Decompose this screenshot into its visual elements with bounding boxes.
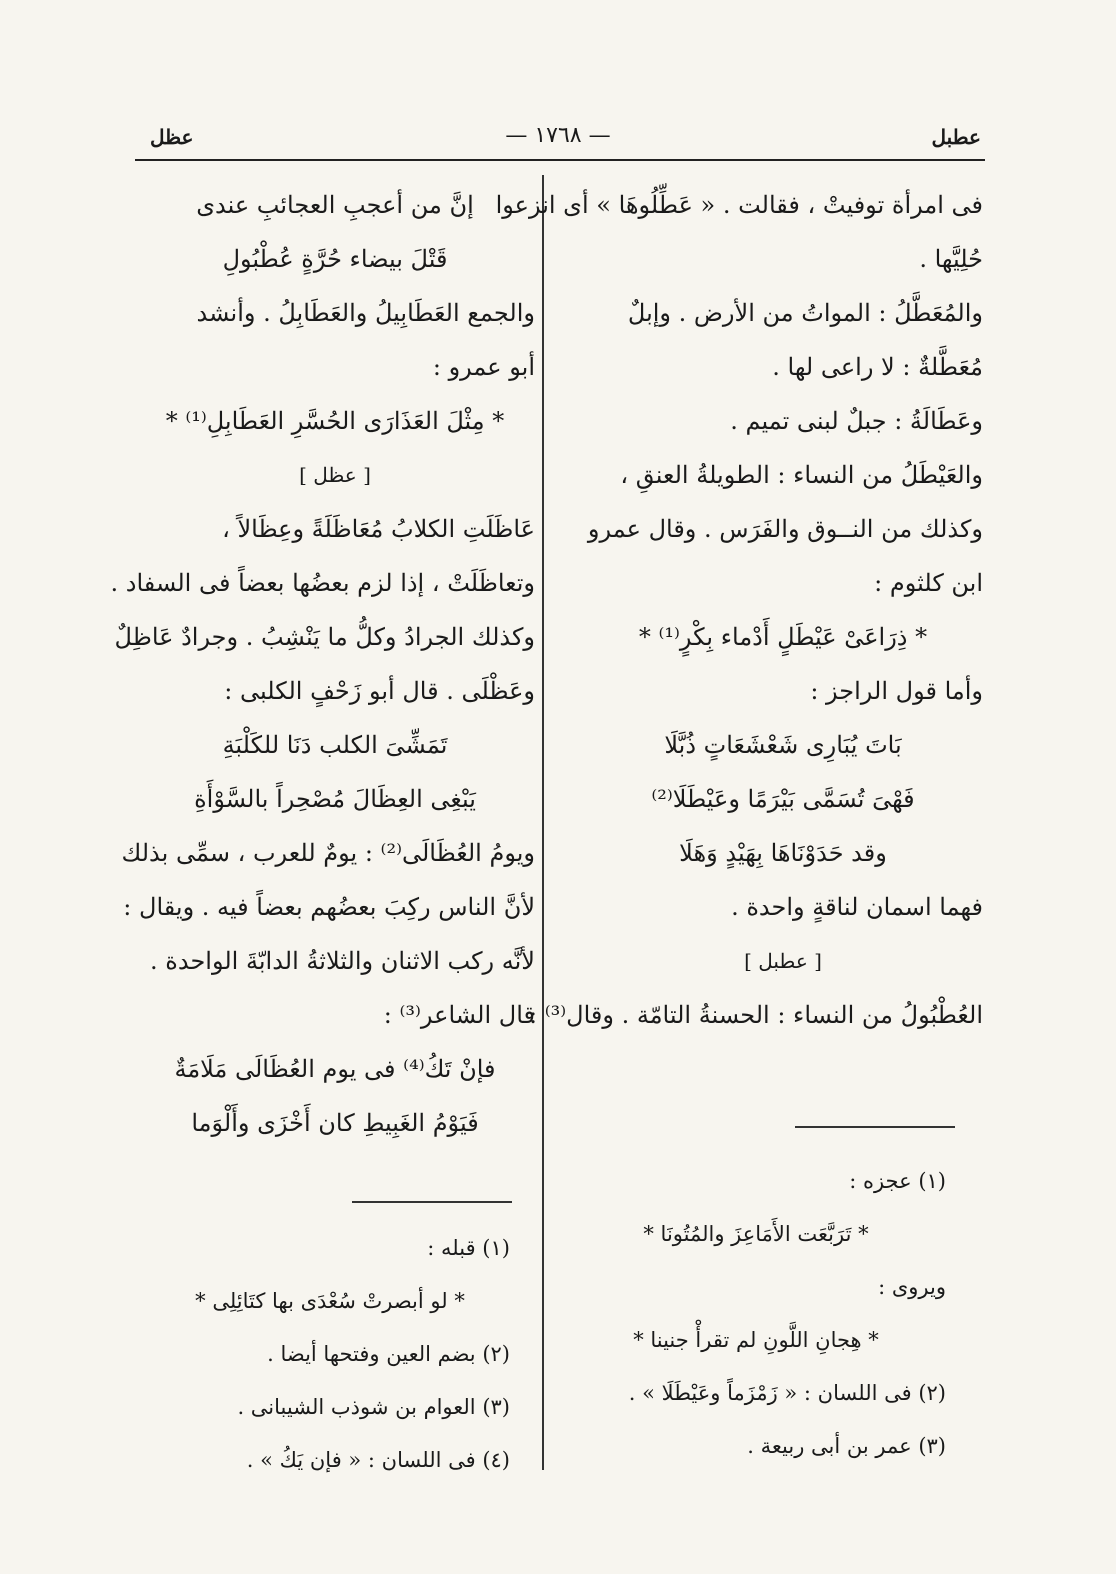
- text-line: قال الشاعر⁽³⁾ :: [383, 1001, 535, 1029]
- verse-line: تَمَشِّىَ الكلب دَنَا للكَلْبَةِ: [222, 731, 448, 759]
- text-line: وعَظْلَى . قال أبو زَحْفٍ الكلبى :: [224, 677, 535, 705]
- text-line: والمُعَطَّلُ : المواتُ من الأرض . وإبلٌ: [627, 299, 983, 327]
- left-column: [110, 178, 535, 1150]
- footnotes-right: [566, 1155, 946, 1473]
- section-heading: [ عظل ]: [299, 463, 371, 487]
- text-line: مُعَطَّلةٌ : لا راعى لها .: [772, 353, 983, 381]
- footnote-line: (٣) العوام بن شوذب الشيبانى .: [237, 1395, 510, 1419]
- verse-line: قَتْلَ بيضاء حُرَّةٍ عُطْبُولِ: [222, 245, 448, 273]
- footnote-line: (٤) فى اللسان : « فإن يَكُ » .: [246, 1448, 510, 1472]
- verse-line: فَهْىَ تُسَمَّى بَيْرَمًا وعَيْطَلَا⁽²⁾: [651, 785, 915, 813]
- footnote-line: (١) قبله :: [427, 1236, 510, 1260]
- verse-line: يَبْغِى العِظَالَ مُصْحِراً بالسَّوْأَةِ: [194, 785, 476, 813]
- page-number: — ١٧٦٨ —: [505, 123, 611, 148]
- text-line: عَاظَلَتِ الكلابُ مُعَاظَلَةً وعِظَالاً ،: [222, 515, 535, 543]
- text-line: العُطْبُولُ من النساء : الحسنةُ التامّة . وقال⁽³⁾ :: [529, 1001, 983, 1029]
- text-line: فهما اسمان لناقةٍ واحدة .: [731, 893, 983, 921]
- text-line: حُلِيَّها .: [919, 245, 983, 273]
- verse-line: فَيَوْمُ الغَبِيطِ كان أَخْزَى وأَلْوَما: [191, 1109, 479, 1137]
- section-heading: [ عطبل ]: [744, 949, 822, 973]
- text-line: وكذلك الجرادُ وكلُّ ما يَنْشِبُ . وجرادٌ عَاظِلٌ: [114, 623, 535, 651]
- verse-line: * مِثْلَ العَذَارَى الحُسَّرِ العَطَابِلِ⁽¹⁾ *: [165, 407, 505, 435]
- footnote-line: ويروى :: [878, 1275, 946, 1299]
- footnote-line: (٢) بضم العين وفتحها أيضا .: [267, 1342, 510, 1366]
- footnote-line: * تَرَبَّعَت الأَمَاعِزَ والمُتُونَا *: [643, 1222, 869, 1246]
- text-line: ويومُ العُظَالَى⁽²⁾ : يومٌ للعرب ، سمِّى بذلك: [121, 839, 535, 867]
- verse-line: وقد حَدَوْنَاهَا بِهَيْدٍ وَهَلَا: [679, 839, 887, 867]
- verse-line: بَاتَ يُبَارِى شَعْشَعَاتٍ ذُبَّلَا: [664, 731, 902, 759]
- header-left-entry: عظل: [150, 125, 194, 149]
- text-line: وأما قول الراجز :: [810, 677, 983, 705]
- footnote-line: * لو أبصرتْ سُعْدَى بها كتَائِلِى *: [195, 1289, 465, 1313]
- text-line: لأنَّه ركب الاثنان والثلاثةُ الدابّةَ الواحدة .: [150, 947, 535, 975]
- footnote-rule-left: [352, 1201, 512, 1203]
- text-line: والعَيْطَلُ من النساء : الطويلةُ العنقِ ،: [620, 461, 983, 489]
- right-column: [495, 178, 983, 1042]
- text-line: لأنَّ الناس ركِبَ بعضُهم بعضاً فيه . ويقال :: [123, 893, 535, 921]
- text-line: فى امرأة توفيتْ ، فقالت . « عَطِّلُوهَا » أى انزعوا: [495, 191, 983, 219]
- text-line: أبو عمرو :: [432, 353, 535, 381]
- verse-line: فإنْ تَكُ⁽⁴⁾ فى يوم العُظَالَى مَلَامَةٌ: [174, 1055, 496, 1083]
- text-line: وكذلك من النــوق والفَرَس . وقال عمرو: [587, 515, 983, 543]
- column-divider: [542, 175, 544, 1470]
- verse-line: إنَّ من أعجبِ العجائبِ عندى: [196, 191, 474, 219]
- header-rule: [135, 159, 985, 161]
- footnote-line: (١) عجزه :: [849, 1169, 946, 1193]
- text-line: والجمع العَطَابِيلُ والعَطَابِلُ . وأنشد: [196, 299, 535, 327]
- text-line: وعَطَالَةُ : جبلٌ لبنى تميم .: [730, 407, 983, 435]
- footnote-rule-right: [795, 1126, 955, 1128]
- text-line: ابن كلثوم :: [874, 569, 983, 597]
- footnote-line: (٣) عمر بن أبى ربيعة .: [747, 1434, 946, 1458]
- footnotes-left: [150, 1222, 510, 1487]
- footnote-line: * هِجانِ اللَّونِ لم تقرأْ جنينا *: [633, 1328, 879, 1352]
- text-line: وتعاظَلَتْ ، إذا لزم بعضُها بعضاً فى السفاد .: [110, 569, 535, 597]
- footnote-line: (٢) فى اللسان : « زَمْزَماً وعَيْطَلَا » .: [628, 1381, 946, 1405]
- verse-line: * ذِرَاعَىْ عَيْطَلٍ أَدْماء بِكْرٍ⁽¹⁾ *: [638, 623, 928, 651]
- header-right-entry: عطبل: [931, 125, 981, 149]
